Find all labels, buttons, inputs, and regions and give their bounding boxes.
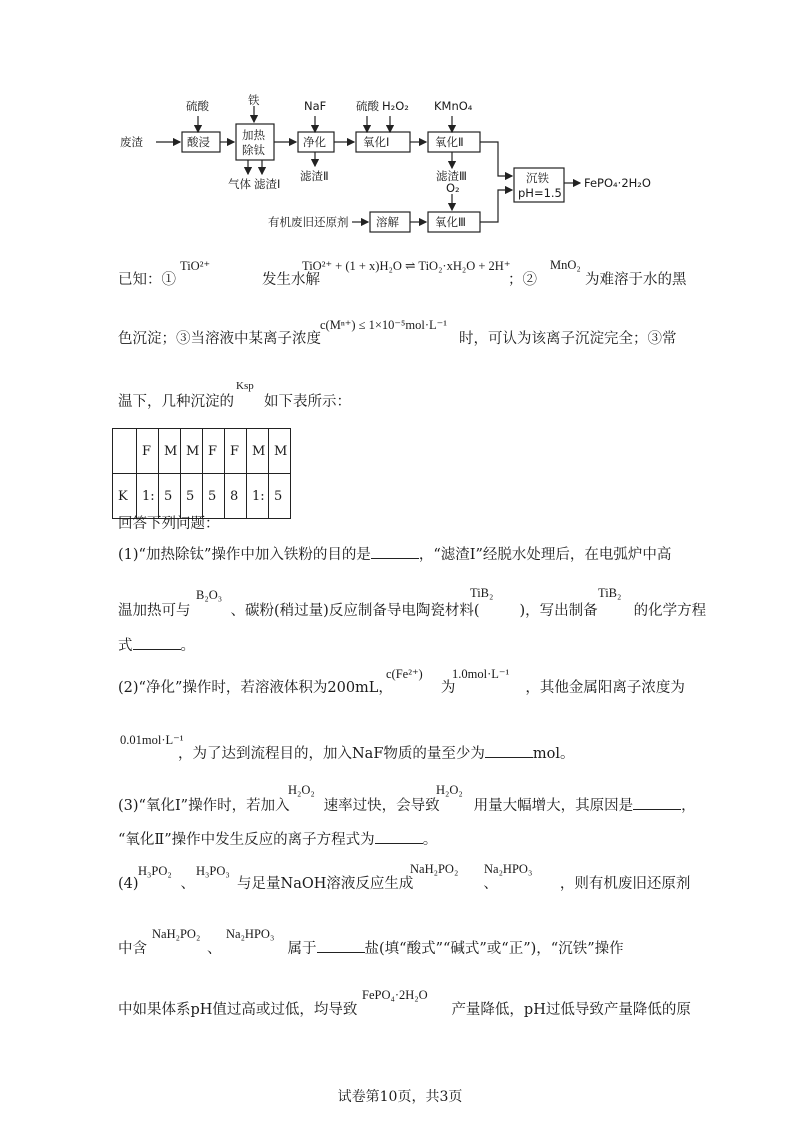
input-h2o2: H₂O₂ [382, 99, 409, 113]
q3-line-1: (3)“氧化Ⅰ”操作时，若加入 速率过快，会导致 用量大幅增大，其原因是 ， [118, 798, 696, 814]
formula-na2hpo3: Na₂HPO₃ [484, 862, 533, 876]
page-footer: 试卷第10页，共3页 [337, 1089, 463, 1105]
q4-line-3: 中如果体系pH值过高或过低，均导致 产量降低，pH过低导致产量降低的原 [118, 1002, 691, 1018]
output-residue2: 滤渣Ⅱ [300, 169, 329, 183]
formula-hydrolysis: TiO²⁺ + (1 + x)H₂O ⇌ TiO₂·xH₂O + 2H⁺ [302, 259, 511, 273]
q1-line-2: 温加热可与 、碳粉(稍过量)反应制备导电陶瓷材料( )，写出制备 的化学方程 [118, 603, 707, 619]
known-line-2: 色沉淀；③当溶液中某离子浓度 时，可认为该离子沉淀完全；③常 [118, 331, 677, 347]
table-row: F M M F F M M [113, 429, 291, 474]
q1-line-1: (1)“加热除钛”操作中加入铁粉的目的是 ，“滤渣Ⅰ”经脱水处理后，在电弧炉中高 [118, 547, 672, 563]
answer-blank[interactable] [485, 745, 533, 758]
answer-blank[interactable] [375, 831, 423, 844]
answer-blank[interactable] [633, 797, 681, 810]
formula-h3po3: H₃PO₃ [196, 864, 230, 878]
box-oxid1: 氧化Ⅰ [363, 135, 390, 149]
formula-tio2: TiO²⁺ [180, 259, 211, 273]
known-line-1b: ；② 为难溶于水的黑 [508, 272, 687, 288]
formula-tib2-2: TiB₂ [598, 586, 622, 600]
input-kmno4: KMnO₄ [434, 99, 473, 113]
q4-line-1: (4) 、 与足量NaOH溶液反应生成 、 ，则有机废旧还原剂 [118, 876, 691, 892]
formula-ksp: Ksp [236, 380, 254, 392]
process-flowchart [120, 94, 700, 244]
box-dissolve: 溶解 [376, 215, 399, 229]
ksp-table [112, 428, 291, 519]
q2-line-2: ，为了达到流程目的，加入NaF物质的量至少为 mol。 [178, 746, 575, 762]
answer-blank[interactable] [317, 940, 365, 953]
formula-h3po2: H₃PO₂ [138, 864, 172, 878]
box-heat-ti-2: 除钛 [242, 143, 265, 157]
formula-h2o2-2: H₂O₂ [436, 783, 463, 797]
output-residue3: 滤渣Ⅲ [436, 169, 467, 183]
formula-nah2po2-2: NaH₂PO₂ [152, 927, 201, 941]
input-naf: NaF [304, 99, 327, 113]
q4-line-2: 中含 、 属于 盐(填“酸式”“碱式”或“正”)，“沉铁”操作 [118, 941, 624, 957]
box-purify: 净化 [303, 135, 326, 149]
output-product: FePO₄·2H₂O [584, 176, 651, 190]
known-line-1: 已知：① 发生水解 [118, 272, 320, 288]
q3-line-2: “氧化Ⅱ”操作中发生反应的离子方程式为 。 [118, 832, 438, 848]
formula-b2o3: B₂O₃ [196, 588, 223, 602]
box-oxid3: 氧化Ⅲ [435, 215, 466, 229]
formula-tib2-1: TiB₂ [470, 586, 494, 600]
formula-fepo4: FePO₄·2H₂O [362, 988, 428, 1002]
formula-na2hpo3-2: Na₂HPO₃ [226, 927, 275, 941]
input-o2: O₂ [446, 181, 460, 195]
box-iron-1: 沉铁 [526, 171, 549, 185]
formula-h2o2-1: H₂O₂ [288, 783, 315, 797]
answer-blank[interactable] [371, 546, 419, 559]
box-heat-ti-1: 加热 [242, 128, 265, 142]
input-organic: 有机废旧还原剂 [268, 215, 349, 229]
box-iron-2: pH=1.5 [518, 186, 562, 200]
formula-1mol: 1.0mol·L⁻¹ [452, 667, 510, 681]
input-iron: 铁 [248, 94, 260, 107]
q2-line-1: (2)“净化”操作时，若溶液体积为200mL， 为 ，其他金属阳离子浓度为 [118, 680, 685, 696]
box-acid-leach: 酸浸 [187, 135, 210, 149]
table-row: K 1: 5 5 5 8 1: 5 [113, 474, 291, 519]
formula-cfe: c(Fe²⁺) [386, 667, 423, 681]
q1-line-3: 式 。 [118, 638, 195, 654]
answer-blank[interactable] [133, 637, 181, 650]
formula-mno2: MnO₂ [550, 258, 581, 272]
box-oxid2: 氧化Ⅱ [435, 135, 464, 149]
input-sulfuric-1: 硫酸 [186, 99, 209, 113]
output-gas: 气体 [228, 177, 251, 191]
formula-001mol: 0.01mol·L⁻¹ [120, 733, 184, 747]
known-line-3: 温下，几种沉淀的 如下表所示： [118, 394, 351, 410]
questions-intro: 回答下列问题： [118, 516, 220, 532]
output-residue1: 滤渣Ⅰ [254, 177, 281, 191]
input-sulfuric-2: 硫酸 [356, 99, 379, 113]
formula-complete: c(Mⁿ⁺) ≤ 1×10⁻⁵mol·L⁻¹ [320, 318, 447, 332]
feed-label: 废渣 [120, 135, 143, 149]
formula-nah2po2: NaH₂PO₂ [410, 862, 459, 876]
